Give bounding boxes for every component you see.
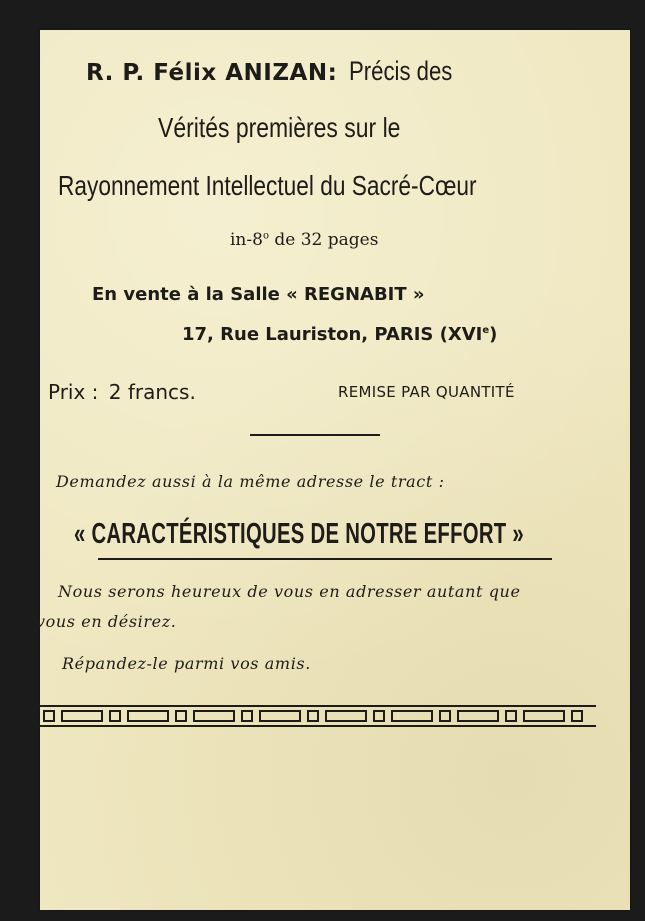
border-square xyxy=(110,711,120,721)
leaflet-paper xyxy=(40,30,630,910)
title-line-2: Vérités premières sur le xyxy=(158,112,401,143)
address-main: 17, Rue Lauriston, PARIS (XVI xyxy=(182,324,483,345)
border-square xyxy=(308,711,318,721)
border-bar xyxy=(62,711,102,721)
price-line xyxy=(48,380,196,404)
author-name: R. P. Félix ANIZAN xyxy=(86,60,328,86)
border-square xyxy=(176,711,186,721)
border-bar xyxy=(392,711,432,721)
tract-title-text: « CARACTÉRISTIQUES DE NOTRE EFFORT » xyxy=(74,518,524,550)
border-bar xyxy=(524,711,564,721)
share-line: Répandez-le parmi vos amis. xyxy=(62,654,311,673)
offer-line-1: Nous serons heureux de vous en adresser autant que xyxy=(58,582,521,601)
decorative-border xyxy=(38,704,596,728)
sale-line: En vente à la Salle « REGNABIT » xyxy=(92,284,425,305)
border-square xyxy=(44,711,54,721)
price-value: 2 francs. xyxy=(108,380,196,404)
border-square xyxy=(374,711,384,721)
border-bar xyxy=(128,711,168,721)
border-bar xyxy=(326,711,366,721)
format-rest: de 32 pages xyxy=(268,230,379,250)
title-start: Précis des xyxy=(348,56,453,86)
separator-rule xyxy=(250,434,380,436)
title-line-3: Rayonnement Intellectuel du Sacré-Cœur xyxy=(58,170,477,201)
border-square xyxy=(506,711,516,721)
border-bar xyxy=(458,711,498,721)
border-bar xyxy=(194,711,234,721)
border-square xyxy=(572,711,582,721)
tract-title-underline xyxy=(98,558,552,560)
tract-title xyxy=(74,518,554,551)
border-bar xyxy=(260,711,300,721)
address-end: ) xyxy=(489,324,498,345)
discount-note: REMISE PAR QUANTITÉ xyxy=(338,383,515,401)
header-line-1 xyxy=(86,56,475,87)
offer-line-2: vous en désirez. xyxy=(36,612,177,631)
price-label: Prix : xyxy=(48,380,99,404)
border-square xyxy=(242,711,252,721)
address-line xyxy=(182,324,497,345)
author-separator: : xyxy=(327,60,337,86)
address-superscript: e xyxy=(482,325,490,336)
format-superscript: o xyxy=(262,230,269,242)
border-motifs xyxy=(44,711,582,721)
border-square xyxy=(440,711,450,721)
tract-intro: Demandez aussi à la même adresse le tract : xyxy=(56,472,445,491)
format-line xyxy=(230,230,378,250)
format-prefix: in-8 xyxy=(230,230,263,250)
